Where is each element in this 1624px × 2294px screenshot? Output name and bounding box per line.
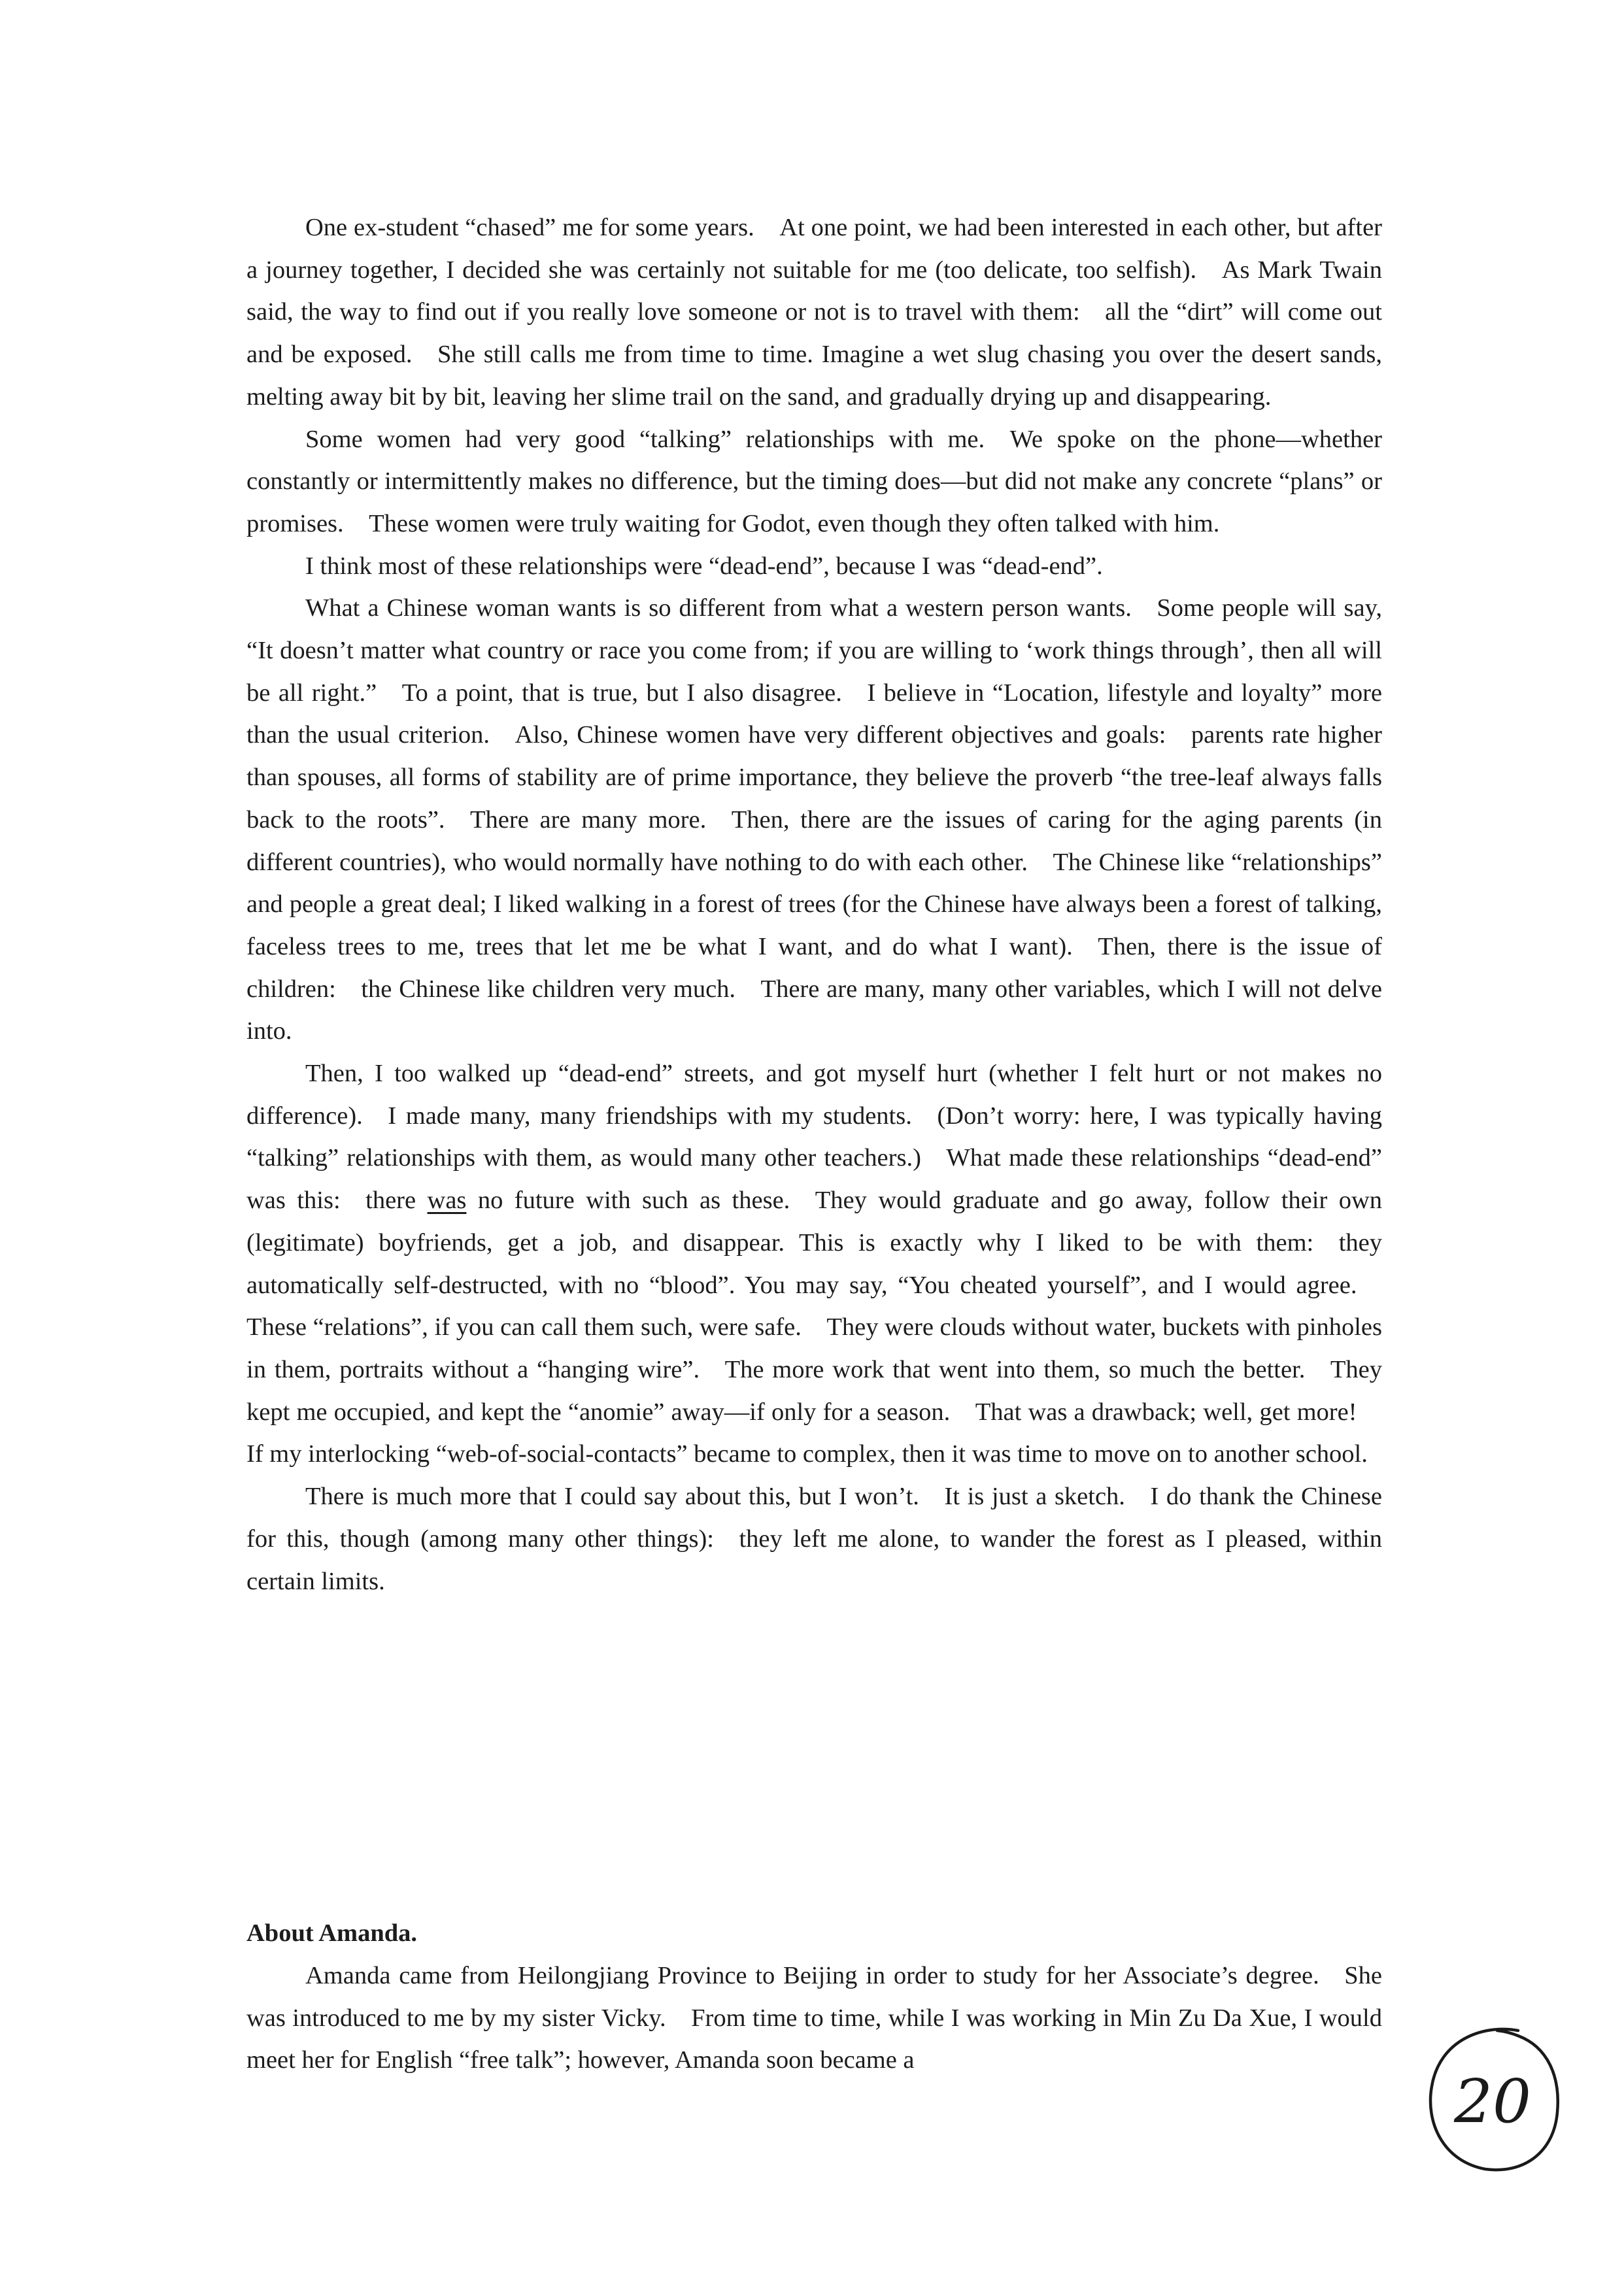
paragraph-sketch: There is much more that I could say about this, but I won’t. It is just a sketch. I do thank the Chinese for this, though (among many other things): they left me alone, to wander the forest as I pleased, within certain limits.: [246, 1483, 1382, 1595]
paragraph-dead-end-streets-part2: no future with such as these. They would graduate and go away, follow their own (legitimate) boyfriends, get a job, and disappear. This is exactly why I liked to be with them: they automatically self-destructed, with no “blood”. You may say, “You cheated yourself”, and I would agree. These “relations”, if you can call them such, were safe. They were clouds without water, buckets with pinholes in them, portraits without a “hanging wire”. The more work that went into them, so much the better. They kept me occupied, and kept the “anomie” away—if only for a season. That was a drawback; well, get more! If my interlocking “web-of-social-contacts” became to complex, then it was time to move on to another school.: [246, 1187, 1383, 1468]
section-heading: About Amanda.: [246, 1919, 418, 1947]
amanda-text: [246, 1955, 1382, 2082]
underlined-word: was: [427, 1187, 467, 1215]
paragraph-dead-end: I think most of these relationships were “dead-end”, because I was “dead-end”.: [305, 552, 1103, 580]
paragraph-ex-student: One ex-student “chased” me for some years. At one point, we had been interested in each other, but after a journey together, I decided she was certainly not suitable for me (too delicate, too selfish). As Mark Twain said, the way to find out if you really love someone or not is to travel with them: all the “dirt” will come out and be exposed. She still calls me from time to time. Imagine a wet slug chasing you over the desert sands, melting away bit by bit, leaving her slime trail on the sand, and gradually drying up and disappearing.: [246, 214, 1382, 411]
paragraph-dead-end-streets: [246, 1053, 1382, 1476]
page-number-text: 20: [1453, 2066, 1531, 2136]
body-text: [246, 207, 1382, 1602]
page-number-circle-icon: [1420, 2024, 1564, 2174]
paragraph-talking-relationships: Some women had very good “talking” relationships with me. We spoke on the phone—whether constantly or intermittently makes no difference, but the timing does—but did not make any concrete “plans” or promises. These women were truly waiting for Godot, even though they often talked with him.: [246, 425, 1382, 537]
paragraph-chinese-woman: What a Chinese woman wants is so different from what a western person wants. Some people will say, “It doesn’t matter what country or race you come from; if you are willing to ‘work things through’, then all will be all right.” To a point, that is true, but I also disagree. I believe in “Location, lifestyle and loyalty” more than the usual criterion. Also, Chinese women have very different objectives and goals: parents rate higher than spouses, all forms of stability are of prime importance, they believe the proverb “the tree-leaf always falls back to the roots”. There are many more. Then, there are the issues of caring for the aging parents (in different countries), who would normally have nothing to do with each other. The Chinese like “relationships” and people a great deal; I liked walking in a forest of trees (for the Chinese have always been a forest of talking, faceless trees to me, trees that let me be what I want, and do what I want). Then, there is the issue of children: the Chinese like children very much. There are many, many other variables, which I will not delve into.: [246, 594, 1382, 1045]
paragraph-amanda: Amanda came from Heilongjiang Province to Beijing in order to study for her Associate’s degree. She was introduced to me by my sister Vicky. From time to time, while I was working in Min Zu Da Xue, I would meet her for English “free talk”; however, Amanda soon became a: [246, 1962, 1382, 2074]
paragraph-dead-end-streets-part1: Then, I too walked up “dead-end” streets, and got myself hurt (whether I felt hurt or not makes no difference). I made many, many friendships with my students. (Don’t worry: here, I was typically having “talking” relationships with them, as would many other teachers.) What made these relationships “dead-end” was this: there: [246, 1060, 1382, 1215]
handwritten-page-number: [1420, 2024, 1564, 2174]
